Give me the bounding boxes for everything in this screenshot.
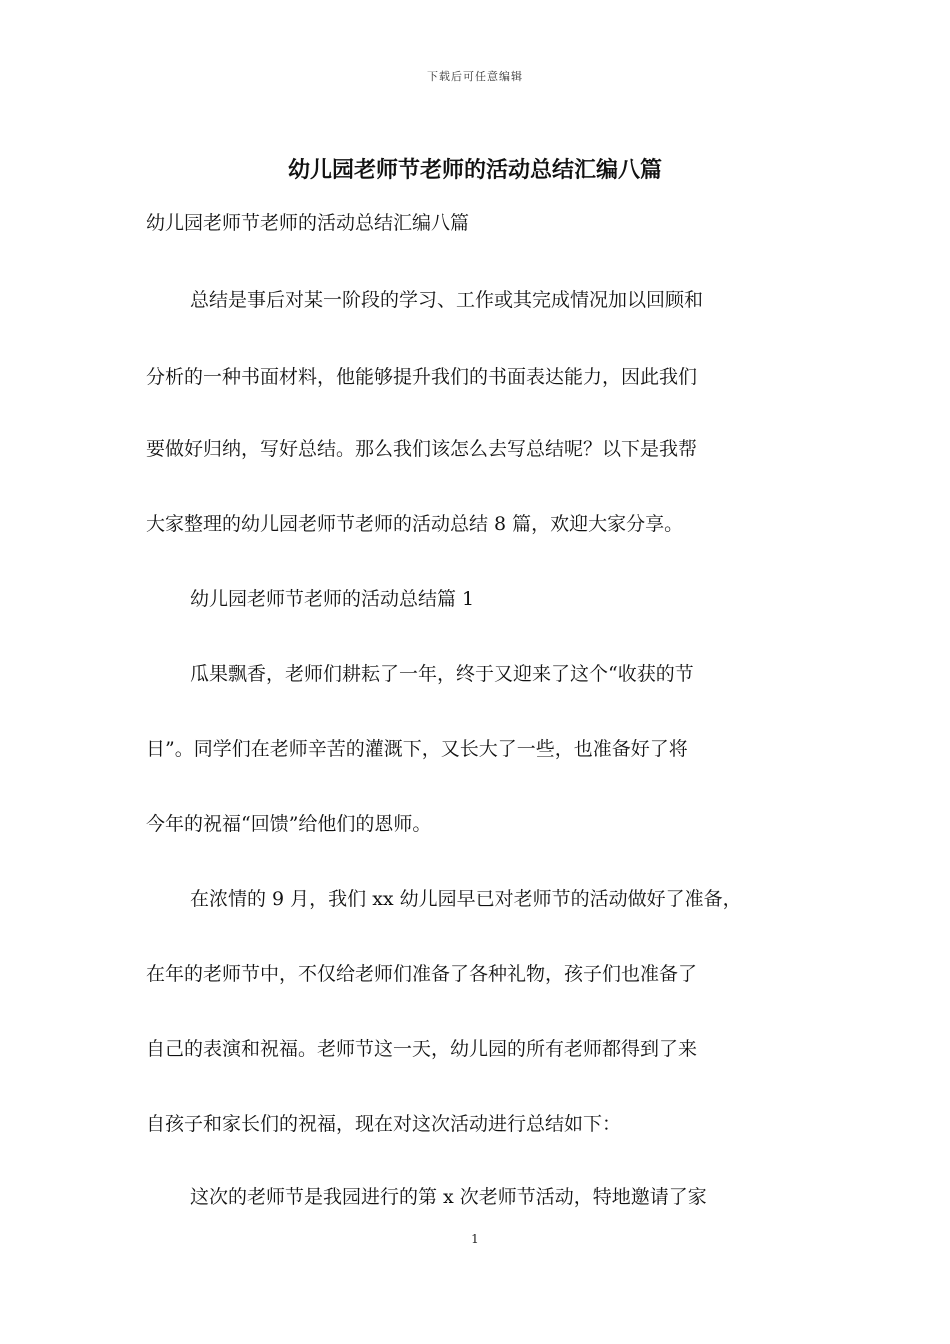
- paragraph-line: 在浓情的 9 月，我们 xx 幼儿园早已对老师节的活动做好了准备，: [190, 888, 742, 910]
- paragraph-line: 自己的表演和祝福。老师节这一天，幼儿园的所有老师都得到了来: [146, 1038, 698, 1060]
- section-heading: 幼儿园老师节老师的活动总结篇 1: [190, 588, 475, 610]
- paragraph-line: 大家整理的幼儿园老师节老师的活动总结 8 篇，欢迎大家分享。: [146, 513, 684, 535]
- paragraph-line: 瓜果飘香，老师们耕耘了一年，终于又迎来了这个“收获的节: [190, 663, 694, 685]
- document-title: 幼儿园老师节老师的活动总结汇编八篇: [287, 157, 662, 183]
- paragraph-line: 在年的老师节中，不仅给老师们准备了各种礼物，孩子们也准备了: [146, 963, 698, 985]
- paragraph-line: 要做好归纳，写好总结。那么我们该怎么去写总结呢？以下是我帮: [146, 438, 698, 460]
- header-note: 下载后可任意编辑: [427, 70, 523, 83]
- paragraph-line: 自孩子和家长们的祝福，现在对这次活动进行总结如下：: [146, 1113, 622, 1135]
- paragraph-line: 日”。同学们在老师辛苦的灌溉下，又长大了一些，也准备好了将: [146, 738, 688, 760]
- paragraph-line: 总结是事后对某一阶段的学习、工作或其完成情况加以回顾和: [190, 289, 704, 311]
- page-number: 1: [471, 1232, 479, 1246]
- paragraph-line: 今年的祝福“回馈”给他们的恩师。: [146, 813, 432, 835]
- subtitle-line: 幼儿园老师节老师的活动总结汇编八篇: [146, 212, 470, 234]
- paragraph-line: 分析的一种书面材料，他能够提升我们的书面表达能力，因此我们: [146, 366, 698, 388]
- paragraph-line: 这次的老师节是我园进行的第 x 次老师节活动，特地邀请了家: [190, 1186, 707, 1208]
